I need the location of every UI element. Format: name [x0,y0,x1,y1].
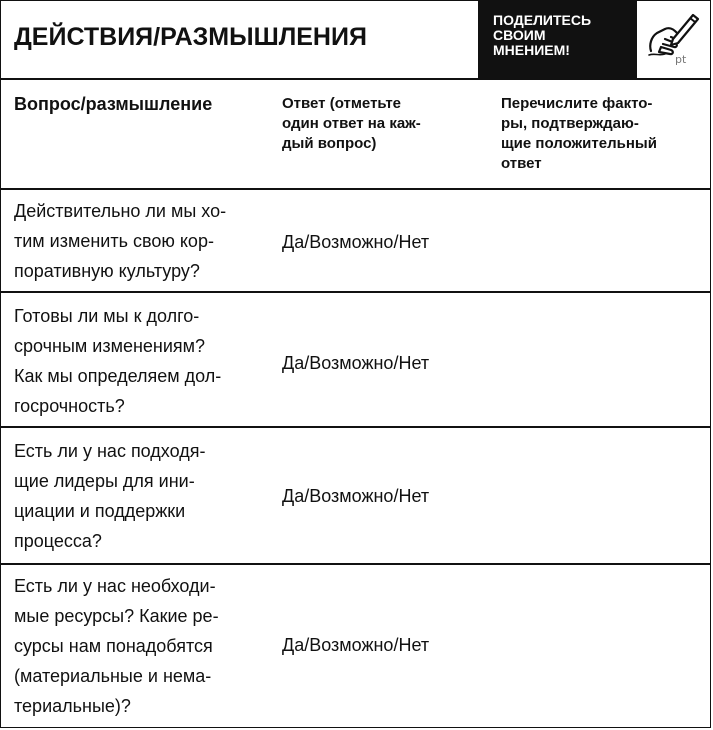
table-header [1,80,710,190]
question-line: Есть ли у нас подходя- [14,441,206,461]
question-line: мые ресурсы? Какие ре- [14,606,219,626]
question-cell [14,196,269,286]
page-title: ДЕЙСТВИЯ/РАЗМЫШЛЕНИЯ [14,23,367,51]
share-line-1: ПОДЕЛИТЕСЬ [493,12,592,28]
question-line: сурсы нам понадобятся [14,636,213,656]
factors-header-line: ры, подтверждаю- [501,115,639,132]
factors-cell[interactable] [501,220,706,260]
share-line-3: МНЕНИЕМ! [493,42,570,58]
question-line: Есть ли у нас необходи- [14,576,216,596]
question-line: поративную культуру? [14,261,200,281]
factors-header-line: щие положительный [501,135,657,152]
table-row [1,293,710,428]
share-line-2: СВОИМ [493,27,546,43]
question-line: тим изменить свою кор- [14,231,214,251]
factors-header-line: Перечислите факто- [501,95,653,112]
question-line: (материальные и нема- [14,666,212,686]
factors-cell[interactable] [501,473,706,513]
answer-header-line: дый вопрос) [282,135,377,152]
table-row [1,190,710,293]
question-line: териальные)? [14,696,131,716]
share-opinion-badge [478,1,637,78]
answer-option[interactable]: Да/Возможно/Нет [282,353,430,373]
question-cell [14,571,269,721]
question-cell [14,301,269,421]
answer-option[interactable]: Да/Возможно/Нет [282,486,430,506]
column-header-factors [501,94,706,174]
question-line: процесса? [14,531,102,551]
worksheet-header [1,1,710,80]
table-row [1,565,710,729]
question-line: срочным изменениям? [14,336,206,356]
factors-header-line: ответ [501,155,542,172]
column-header-answer [282,94,467,154]
question-line: Готовы ли мы к долго- [14,306,200,326]
icon-tag: pt [675,53,687,66]
answer-header-line: Ответ (отметьте [282,95,402,112]
question-line: циации и поддержки [14,501,186,521]
answer-option[interactable]: Да/Возможно/Нет [282,635,430,655]
question-cell [14,436,269,556]
answer-option[interactable]: Да/Возможно/Нет [282,232,430,252]
column-header-question: Вопрос/размышление [14,94,213,114]
factors-cell[interactable] [501,338,706,378]
answer-header-line: один ответ на каж- [282,115,421,132]
factors-cell[interactable] [501,625,706,665]
question-line: Действительно ли мы хо- [14,201,227,221]
question-line: госрочность? [14,396,125,416]
pen-writing-icon [637,1,710,78]
question-line: щие лидеры для ини- [14,471,195,491]
question-line: Как мы определяем дол- [14,366,222,386]
table-row [1,428,710,565]
